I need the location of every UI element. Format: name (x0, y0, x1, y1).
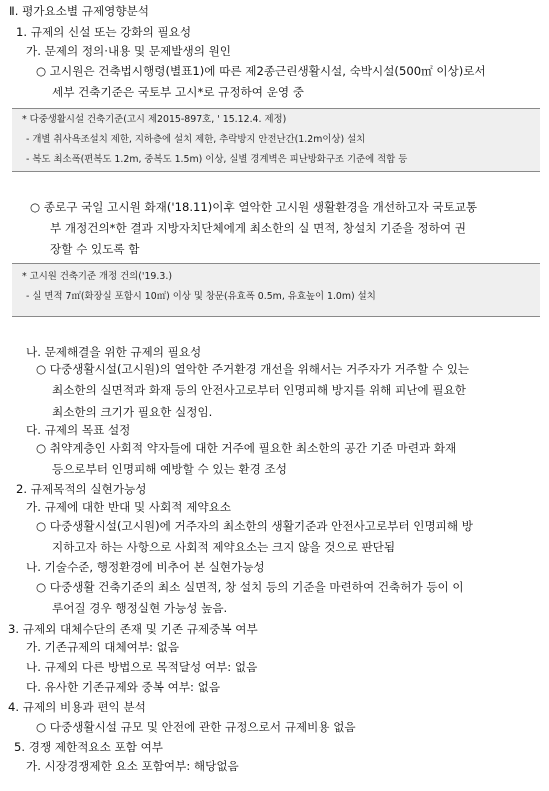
box1-line2: - 개별 취사욕조설치 제한, 지하층에 설치 제한, 추락방지 안전난간(1.2m이상) 설치 (26, 134, 366, 145)
s1-ga-p1-line1: ○ 고시원은 건축법시행령(별표1)에 따른 제2종근린생활시설, 숙박시설(500㎡ 이상)로서 (36, 64, 486, 78)
box1-line3: - 복도 최소폭(편복도 1.2m, 중복도 1.5m) 이상, 실별 경계벽은 피난방화구조 기준에 적합 등 (26, 154, 408, 165)
s1-na-line3: 최소한의 크기가 필요한 실정임. (52, 405, 213, 419)
s3-da: 다. 유사한 기존규제와 중복 여부: 없음 (26, 680, 221, 694)
s1-da-line2: 등으로부터 인명피해 예방할 수 있는 환경 조성 (52, 462, 287, 476)
s1-na-line2: 최소한의 실면적과 화재 등의 안전사고로부터 인명피해 방지를 위해 피난에 필요한 (52, 383, 466, 397)
s1-na-line1: ○ 다중생활시설(고시원)의 열악한 주거환경 개선을 위해서는 거주자가 거주할 수 있는 (36, 362, 470, 376)
s2-na-title: 나. 기술수준, 행정환경에 비추어 본 실현가능성 (26, 560, 265, 574)
s2-na-line2: 루어질 경우 행정실현 가능성 높음. (52, 601, 228, 615)
box2-line1: * 고시원 건축기준 개정 건의('19.3.) (22, 271, 172, 282)
s2-title: 2. 규제목적의 실현가능성 (16, 482, 147, 496)
s4-title: 4. 규제의 비용과 편익 분석 (8, 700, 146, 714)
section-heading: Ⅱ. 평가요소별 규제영향분석 (9, 4, 149, 18)
s1-da-line1: ○ 취약계층인 사회적 약자들에 대한 거주에 필요한 최소한의 공간 기준 마련과 화재 (36, 441, 457, 455)
s2-ga-line1: ○ 다중생활시설(고시원)에 거주자의 최소한의 생활기준과 안전사고로부터 인명피해 방 (36, 519, 473, 533)
s2-ga-title: 가. 규제에 대한 반대 및 사회적 제약요소 (26, 500, 231, 514)
s4-line1: ○ 다중생활시설 규모 및 안전에 관한 규정으로서 규제비용 없음 (36, 720, 356, 734)
s3-na: 나. 규제외 다른 방법으로 목적달성 여부: 없음 (26, 660, 258, 674)
s1-ga-p1-line2: 세부 건축기준은 국토부 고시*로 규정하여 운영 중 (52, 85, 304, 99)
s3-title: 3. 규제외 대체수단의 존재 및 기존 규제중복 여부 (8, 622, 258, 636)
s1-ga-p2-line1: ○ 종로구 국일 고시원 화재('18.11)이후 열악한 고시원 생활환경을 개선하고자 국토교통 (30, 200, 478, 214)
s1-da-title: 다. 규제의 목표 설정 (26, 423, 131, 437)
s1-ga-p2-line2: 부 개정건의*한 결과 지방자치단체에게 최소한의 실 면적, 창설치 기준을 정하여 권 (50, 221, 466, 235)
s3-ga: 가. 기존규제의 대체여부: 없음 (26, 640, 180, 654)
box2-line2: - 실 면적 7㎡(화장실 포함시 10㎡) 이상 및 창문(유효폭 0.5m, 유효높이 1.0m) 설치 (26, 291, 376, 302)
s1-na-title: 나. 문제해결을 위한 규제의 필요성 (26, 345, 202, 359)
box1-line1: * 다중생활시설 건축기준(고시 제2015-897호, ' 15.12.4. 제정) (22, 114, 287, 125)
s2-na-line1: ○ 다중생활 건축기준의 최소 실면적, 창 설치 등의 기준을 마련하여 건축허가 등이 이 (36, 580, 464, 594)
s2-ga-line2: 지하고자 하는 사항으로 사회적 제약요소는 크지 않을 것으로 판단됨 (52, 540, 396, 554)
s5-title: 5. 경쟁 제한적요소 포함 여부 (14, 740, 163, 754)
s1-ga-title: 가. 문제의 정의·내용 및 문제발생의 원인 (26, 44, 231, 58)
s1-title: 1. 규제의 신설 또는 강화의 필요성 (16, 25, 192, 39)
s5-ga: 가. 시장경쟁제한 요소 포함여부: 해당없음 (26, 759, 239, 773)
s1-ga-p2-line3: 장할 수 있도록 함 (50, 242, 140, 256)
